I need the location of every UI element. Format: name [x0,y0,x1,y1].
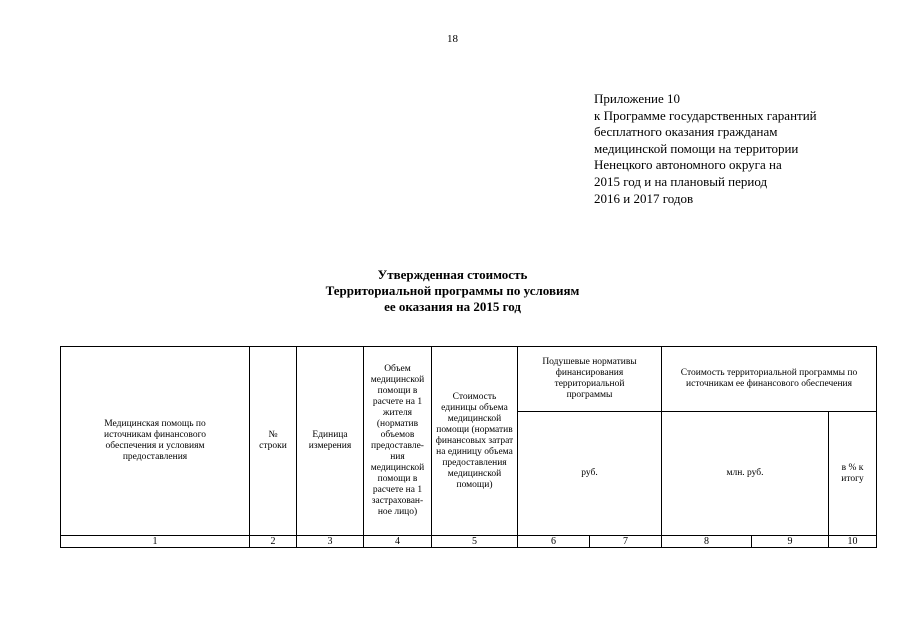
column-number: 8 [662,536,752,548]
header-per-capita-group: Подушевые нормативы финансирования территориальной программы [518,347,662,412]
appendix-reference [594,91,817,207]
page-number: 18 [447,33,458,45]
column-number: 1 [61,536,250,548]
column-number: 6 [518,536,590,548]
appendix-line: Приложение 10 [594,91,681,106]
header-rub: руб. [518,412,662,536]
header-care-type: Медицинская помощь по источникам финансового обеспечения и условиям предоставления [61,347,250,536]
column-number: 9 [752,536,829,548]
column-number: 4 [364,536,432,548]
appendix-line: 2016 и 2017 годов [594,190,694,206]
title-line: Территориальной программы по условиям [325,283,580,298]
header-unit-cost: Стоимость единицы объема медицинской помощи (норматив финансовых затрат на единицу объема предоставления медицинской помощи) [432,347,518,536]
title-line: ее оказания на 2015 год [384,299,521,314]
appendix-line: 2015 год и на плановый период [594,173,768,189]
column-number: 7 [590,536,662,548]
appendix-line: медицинской помощи на территории [594,140,799,156]
header-percent: в % к итогу [829,412,877,536]
column-number: 3 [297,536,364,548]
appendix-line: к Программе государственных гарантий [594,107,817,123]
title-line: Утвержденная стоимость [377,267,528,282]
header-unit: Единица измерения [297,347,364,536]
column-number: 2 [250,536,297,548]
column-number-row [61,536,877,548]
column-number: 5 [432,536,518,548]
header-mln-rub: млн. руб. [662,412,829,536]
header-row-number: № строки [250,347,297,536]
cost-table [60,346,877,548]
appendix-line: Ненецкого автономного округа на [594,157,782,173]
header-program-cost-group: Стоимость территориальной программы по источникам ее финансового обеспечения [662,347,877,412]
column-number: 10 [829,536,877,548]
document-title [0,267,905,315]
header-volume: Объем медицинской помощи в расчете на 1 жителя (норматив объемов предоставле-ния медицинской помощи в расчете на 1 застрахован-ное лицо) [364,347,432,536]
appendix-line: бесплатного оказания гражданам [594,124,778,140]
